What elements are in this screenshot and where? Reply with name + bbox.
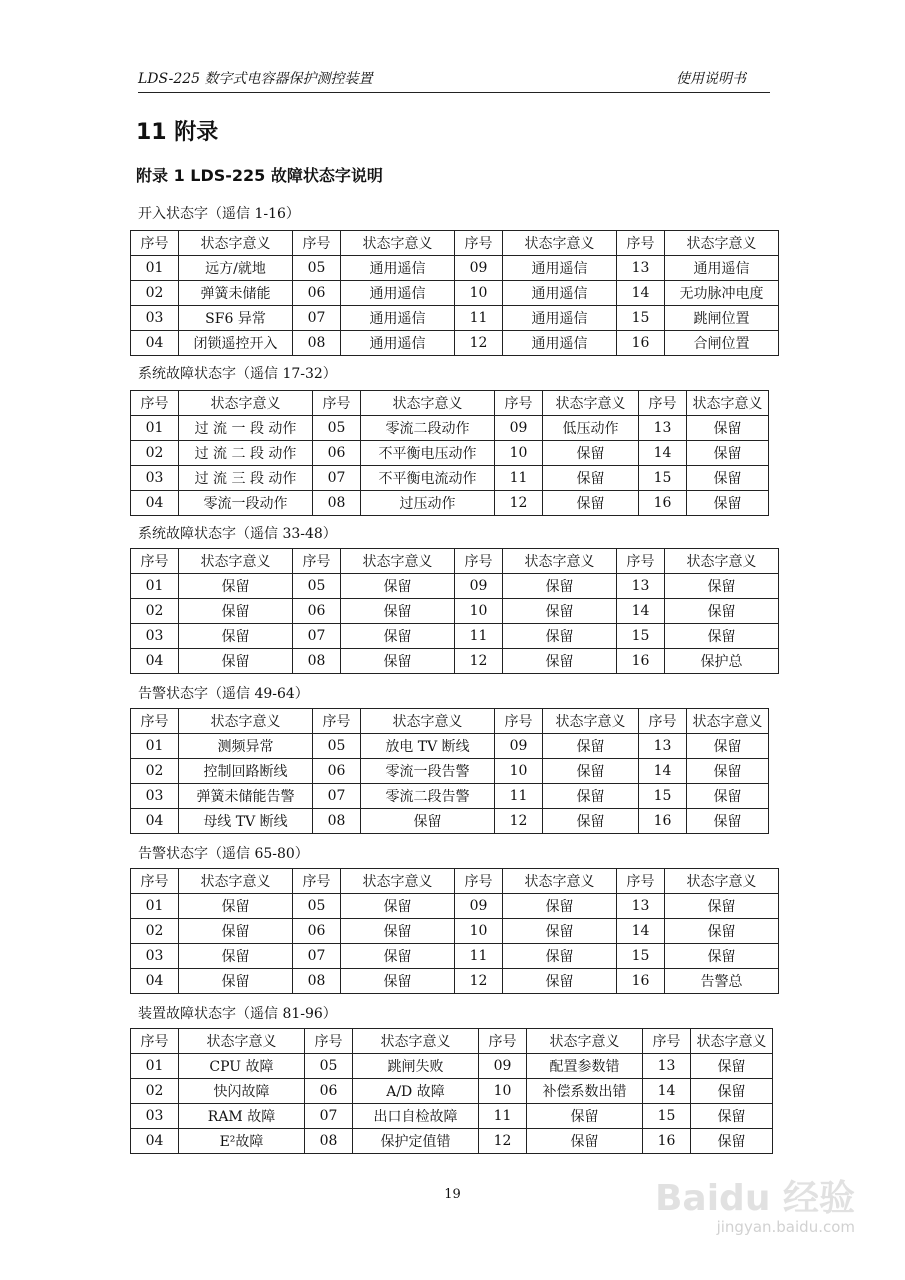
cell-no: 10	[455, 281, 503, 306]
cell-meaning: 保留	[179, 969, 293, 994]
cell-meaning: 保护总	[665, 649, 779, 674]
section-title: 11 附录	[136, 120, 219, 145]
cell-no: 12	[455, 649, 503, 674]
cell-meaning: 保留	[543, 759, 639, 784]
header-doc-title: LDS-225 数字式电容器保护测控装置	[138, 71, 373, 87]
cell-no: 04	[131, 649, 179, 674]
cell-no: 02	[131, 759, 179, 784]
table-caption: 装置故障状态字（遥信 81-96）	[138, 1006, 337, 1022]
header-cell-no: 序号	[617, 549, 665, 574]
table-header-row	[131, 391, 769, 416]
cell-no: 11	[455, 624, 503, 649]
cell-no: 11	[455, 306, 503, 331]
table-caption: 系统故障状态字（遥信 17-32）	[138, 366, 337, 382]
cell-no: 14	[617, 281, 665, 306]
cell-meaning: SF6 异常	[179, 306, 293, 331]
cell-meaning: 保留	[687, 809, 769, 834]
status-word-table	[130, 1028, 773, 1154]
cell-meaning: 弹簧未储能	[179, 281, 293, 306]
header-cell-meaning: 状态字意义	[341, 231, 455, 256]
header-cell-meaning: 状态字意义	[179, 391, 313, 416]
cell-meaning: 保留	[687, 784, 769, 809]
table-caption: 系统故障状态字（遥信 33-48）	[138, 526, 337, 542]
cell-meaning: 保留	[179, 599, 293, 624]
cell-meaning: 保留	[543, 809, 639, 834]
cell-meaning: 保留	[687, 491, 769, 516]
header-cell-no: 序号	[131, 391, 179, 416]
cell-no: 06	[293, 919, 341, 944]
cell-no: 05	[313, 734, 361, 759]
table-row	[131, 466, 769, 491]
cell-meaning: 保留	[527, 1104, 643, 1129]
table-row	[131, 969, 779, 994]
table-caption: 告警状态字（遥信 65-80）	[138, 846, 309, 862]
header-cell-meaning: 状态字意义	[503, 549, 617, 574]
header-cell-no: 序号	[617, 231, 665, 256]
header-cell-meaning: 状态字意义	[527, 1029, 643, 1054]
cell-no: 10	[455, 919, 503, 944]
table-header-row	[131, 869, 779, 894]
table-row	[131, 1079, 773, 1104]
cell-no: 04	[131, 809, 179, 834]
table-row	[131, 491, 769, 516]
cell-meaning: 保留	[665, 574, 779, 599]
cell-meaning: 保留	[503, 919, 617, 944]
table-row	[131, 809, 769, 834]
table-row	[131, 1054, 773, 1079]
cell-no: 02	[131, 919, 179, 944]
cell-no: 12	[455, 331, 503, 356]
cell-no: 08	[293, 331, 341, 356]
cell-no: 04	[131, 491, 179, 516]
watermark-logo-text: Baidu 经验	[654, 1178, 855, 1219]
header-cell-no: 序号	[313, 709, 361, 734]
cell-meaning: 保留	[543, 734, 639, 759]
header-cell-no: 序号	[293, 869, 341, 894]
cell-meaning: 通用遥信	[341, 256, 455, 281]
header-cell-meaning: 状态字意义	[687, 709, 769, 734]
cell-meaning: 弹簧未储能告警	[179, 784, 313, 809]
cell-meaning: 保护定值错	[353, 1129, 479, 1154]
cell-no: 01	[131, 574, 179, 599]
cell-no: 14	[617, 599, 665, 624]
cell-meaning: 出口自检故障	[353, 1104, 479, 1129]
cell-no: 13	[617, 894, 665, 919]
cell-no: 13	[639, 734, 687, 759]
header-cell-no: 序号	[479, 1029, 527, 1054]
cell-meaning: 保留	[503, 944, 617, 969]
cell-no: 11	[479, 1104, 527, 1129]
status-word-table	[130, 230, 779, 356]
cell-no: 12	[455, 969, 503, 994]
cell-no: 12	[495, 491, 543, 516]
table-row	[131, 759, 769, 784]
cell-meaning: 零流二段动作	[361, 416, 495, 441]
header-cell-no: 序号	[305, 1029, 353, 1054]
header-cell-meaning: 状态字意义	[179, 549, 293, 574]
header-cell-meaning: 状态字意义	[341, 869, 455, 894]
page-number: 19	[444, 1187, 461, 1202]
cell-meaning: 零流一段告警	[361, 759, 495, 784]
page-header	[138, 68, 770, 93]
cell-meaning: 测频异常	[179, 734, 313, 759]
table-header-row	[131, 1029, 773, 1054]
cell-meaning: 过 流 三 段 动作	[179, 466, 313, 491]
header-cell-meaning: 状态字意义	[665, 549, 779, 574]
cell-no: 12	[479, 1129, 527, 1154]
cell-no: 07	[293, 944, 341, 969]
cell-meaning: 保留	[691, 1079, 773, 1104]
table-row	[131, 624, 779, 649]
table-row	[131, 256, 779, 281]
cell-no: 07	[293, 624, 341, 649]
cell-no: 06	[293, 281, 341, 306]
cell-no: 16	[617, 969, 665, 994]
cell-meaning: 零流一段动作	[179, 491, 313, 516]
cell-meaning: 通用遥信	[503, 331, 617, 356]
header-cell-no: 序号	[455, 869, 503, 894]
cell-meaning: 保留	[503, 969, 617, 994]
cell-no: 05	[293, 574, 341, 599]
cell-no: 15	[643, 1104, 691, 1129]
cell-no: 05	[293, 894, 341, 919]
cell-no: 16	[643, 1129, 691, 1154]
cell-meaning: 保留	[691, 1104, 773, 1129]
cell-no: 16	[617, 649, 665, 674]
cell-meaning: 保留	[665, 919, 779, 944]
header-cell-meaning: 状态字意义	[361, 391, 495, 416]
cell-no: 13	[639, 416, 687, 441]
cell-no: 01	[131, 734, 179, 759]
cell-meaning: 保留	[687, 759, 769, 784]
cell-meaning: 配置参数错	[527, 1054, 643, 1079]
cell-meaning: 过 流 二 段 动作	[179, 441, 313, 466]
cell-no: 01	[131, 256, 179, 281]
table-row	[131, 599, 779, 624]
header-cell-meaning: 状态字意义	[341, 549, 455, 574]
cell-meaning: 合闸位置	[665, 331, 779, 356]
cell-meaning: E²故障	[179, 1129, 305, 1154]
cell-no: 05	[293, 256, 341, 281]
header-cell-meaning: 状态字意义	[503, 231, 617, 256]
cell-no: 13	[643, 1054, 691, 1079]
header-cell-no: 序号	[617, 869, 665, 894]
cell-meaning: 保留	[341, 969, 455, 994]
table-row	[131, 331, 779, 356]
cell-no: 16	[639, 491, 687, 516]
header-cell-no: 序号	[131, 709, 179, 734]
cell-no: 11	[495, 784, 543, 809]
cell-no: 07	[305, 1104, 353, 1129]
cell-meaning: 保留	[341, 944, 455, 969]
cell-meaning: 保留	[687, 466, 769, 491]
cell-no: 15	[639, 784, 687, 809]
table-row	[131, 1129, 773, 1154]
table-row	[131, 919, 779, 944]
cell-meaning: 保留	[503, 649, 617, 674]
cell-meaning: 保留	[687, 734, 769, 759]
cell-no: 02	[131, 441, 179, 466]
cell-no: 08	[313, 809, 361, 834]
cell-meaning: 控制回路断线	[179, 759, 313, 784]
cell-meaning: 保留	[691, 1129, 773, 1154]
cell-no: 11	[495, 466, 543, 491]
cell-meaning: 保留	[179, 574, 293, 599]
cell-meaning: CPU 故障	[179, 1054, 305, 1079]
cell-no: 15	[617, 944, 665, 969]
cell-no: 01	[131, 416, 179, 441]
cell-meaning: 保留	[665, 599, 779, 624]
cell-no: 14	[617, 919, 665, 944]
cell-meaning: 通用遥信	[341, 306, 455, 331]
cell-no: 09	[495, 416, 543, 441]
cell-meaning: 过 流 一 段 动作	[179, 416, 313, 441]
table-row	[131, 784, 769, 809]
header-cell-meaning: 状态字意义	[179, 1029, 305, 1054]
cell-no: 03	[131, 306, 179, 331]
appendix-title: 附录 1 LDS-225 故障状态字说明	[136, 166, 383, 185]
cell-meaning: 保留	[341, 599, 455, 624]
cell-no: 02	[131, 281, 179, 306]
cell-no: 05	[313, 416, 361, 441]
cell-no: 08	[293, 649, 341, 674]
cell-meaning: 通用遥信	[503, 281, 617, 306]
cell-no: 04	[131, 969, 179, 994]
status-word-table	[130, 390, 769, 516]
cell-meaning: 零流二段告警	[361, 784, 495, 809]
cell-meaning: 保留	[527, 1129, 643, 1154]
header-cell-no: 序号	[495, 709, 543, 734]
cell-meaning: 通用遥信	[503, 256, 617, 281]
cell-no: 11	[455, 944, 503, 969]
cell-meaning: 保留	[543, 491, 639, 516]
cell-meaning: 保留	[543, 441, 639, 466]
header-cell-meaning: 状态字意义	[687, 391, 769, 416]
cell-meaning: 保留	[179, 649, 293, 674]
cell-no: 08	[293, 969, 341, 994]
header-cell-no: 序号	[643, 1029, 691, 1054]
cell-meaning: 保留	[503, 574, 617, 599]
cell-meaning: 保留	[179, 944, 293, 969]
cell-meaning: 通用遥信	[341, 281, 455, 306]
cell-no: 02	[131, 599, 179, 624]
header-cell-no: 序号	[131, 869, 179, 894]
header-cell-meaning: 状态字意义	[665, 869, 779, 894]
table-header-row	[131, 709, 769, 734]
header-cell-no: 序号	[131, 231, 179, 256]
cell-meaning: 告警总	[665, 969, 779, 994]
cell-no: 06	[313, 759, 361, 784]
cell-no: 01	[131, 894, 179, 919]
status-word-table	[130, 548, 779, 674]
cell-meaning: 保留	[179, 919, 293, 944]
header-cell-no: 序号	[293, 231, 341, 256]
cell-meaning: 保留	[361, 809, 495, 834]
header-cell-no: 序号	[293, 549, 341, 574]
cell-no: 07	[313, 466, 361, 491]
cell-meaning: 闭锁遥控开入	[179, 331, 293, 356]
cell-no: 16	[617, 331, 665, 356]
table-row	[131, 574, 779, 599]
cell-no: 06	[293, 599, 341, 624]
cell-no: 10	[479, 1079, 527, 1104]
cell-no: 03	[131, 624, 179, 649]
cell-meaning: 过压动作	[361, 491, 495, 516]
cell-no: 13	[617, 256, 665, 281]
cell-meaning: 低压动作	[543, 416, 639, 441]
cell-meaning: 保留	[543, 784, 639, 809]
cell-meaning: 保留	[665, 624, 779, 649]
header-cell-meaning: 状态字意义	[179, 709, 313, 734]
cell-no: 07	[293, 306, 341, 331]
cell-meaning: 不平衡电压动作	[361, 441, 495, 466]
cell-meaning: 保留	[341, 649, 455, 674]
table-header-row	[131, 549, 779, 574]
cell-meaning: 保留	[665, 944, 779, 969]
table-row	[131, 441, 769, 466]
header-cell-no: 序号	[495, 391, 543, 416]
cell-meaning: 跳闸位置	[665, 306, 779, 331]
cell-no: 10	[495, 441, 543, 466]
cell-no: 04	[131, 331, 179, 356]
cell-meaning: 母线 TV 断线	[179, 809, 313, 834]
cell-no: 14	[643, 1079, 691, 1104]
cell-meaning: 放电 TV 断线	[361, 734, 495, 759]
cell-no: 09	[479, 1054, 527, 1079]
table-row	[131, 416, 769, 441]
cell-no: 03	[131, 784, 179, 809]
cell-no: 15	[639, 466, 687, 491]
cell-meaning: 保留	[503, 894, 617, 919]
cell-no: 13	[617, 574, 665, 599]
baidu-watermark	[635, 1170, 855, 1250]
table-row	[131, 944, 779, 969]
cell-no: 03	[131, 944, 179, 969]
header-cell-no: 序号	[455, 231, 503, 256]
header-cell-meaning: 状态字意义	[353, 1029, 479, 1054]
header-cell-no: 序号	[131, 1029, 179, 1054]
header-cell-meaning: 状态字意义	[361, 709, 495, 734]
cell-meaning: 跳闸失败	[353, 1054, 479, 1079]
cell-no: 15	[617, 306, 665, 331]
cell-no: 14	[639, 759, 687, 784]
cell-meaning: 保留	[503, 599, 617, 624]
header-cell-meaning: 状态字意义	[665, 231, 779, 256]
cell-no: 15	[617, 624, 665, 649]
cell-no: 10	[455, 599, 503, 624]
cell-meaning: 远方/就地	[179, 256, 293, 281]
cell-meaning: 保留	[179, 894, 293, 919]
table-caption: 开入状态字（遥信 1-16）	[138, 206, 300, 222]
cell-no: 01	[131, 1054, 179, 1079]
cell-no: 09	[455, 574, 503, 599]
cell-meaning: 保留	[665, 894, 779, 919]
cell-meaning: 快闪故障	[179, 1079, 305, 1104]
header-cell-meaning: 状态字意义	[179, 869, 293, 894]
cell-no: 06	[305, 1079, 353, 1104]
header-cell-meaning: 状态字意义	[503, 869, 617, 894]
watermark-url: jingyan.baidu.com	[716, 1218, 855, 1236]
header-cell-meaning: 状态字意义	[543, 391, 639, 416]
table-caption: 告警状态字（遥信 49-64）	[138, 686, 309, 702]
cell-meaning: 保留	[341, 574, 455, 599]
cell-no: 02	[131, 1079, 179, 1104]
cell-no: 09	[495, 734, 543, 759]
cell-meaning: 保留	[341, 624, 455, 649]
cell-no: 07	[313, 784, 361, 809]
cell-no: 03	[131, 466, 179, 491]
cell-no: 04	[131, 1129, 179, 1154]
table-header-row	[131, 231, 779, 256]
header-cell-meaning: 状态字意义	[543, 709, 639, 734]
cell-meaning: 保留	[179, 624, 293, 649]
cell-meaning: 通用遥信	[665, 256, 779, 281]
cell-no: 08	[313, 491, 361, 516]
cell-no: 10	[495, 759, 543, 784]
cell-meaning: 无功脉冲电度	[665, 281, 779, 306]
cell-no: 14	[639, 441, 687, 466]
cell-no: 16	[639, 809, 687, 834]
cell-no: 05	[305, 1054, 353, 1079]
status-word-table	[130, 708, 769, 834]
cell-no: 12	[495, 809, 543, 834]
status-word-table	[130, 868, 779, 994]
table-row	[131, 734, 769, 759]
cell-meaning: RAM 故障	[179, 1104, 305, 1129]
table-row	[131, 649, 779, 674]
header-cell-meaning: 状态字意义	[691, 1029, 773, 1054]
cell-meaning: 保留	[543, 466, 639, 491]
cell-meaning: 通用遥信	[503, 306, 617, 331]
header-cell-no: 序号	[639, 709, 687, 734]
cell-no: 06	[313, 441, 361, 466]
table-row	[131, 281, 779, 306]
cell-no: 09	[455, 256, 503, 281]
table-row	[131, 894, 779, 919]
cell-no: 03	[131, 1104, 179, 1129]
header-cell-no: 序号	[639, 391, 687, 416]
cell-meaning: 补偿系数出错	[527, 1079, 643, 1104]
header-cell-no: 序号	[131, 549, 179, 574]
cell-meaning: 保留	[503, 624, 617, 649]
cell-meaning: 保留	[341, 919, 455, 944]
cell-meaning: 不平衡电流动作	[361, 466, 495, 491]
cell-no: 09	[455, 894, 503, 919]
header-cell-no: 序号	[313, 391, 361, 416]
table-row	[131, 1104, 773, 1129]
cell-meaning: 保留	[687, 441, 769, 466]
header-manual-label: 使用说明书	[676, 71, 746, 87]
cell-meaning: 保留	[691, 1054, 773, 1079]
table-row	[131, 306, 779, 331]
header-cell-no: 序号	[455, 549, 503, 574]
cell-meaning: 保留	[687, 416, 769, 441]
cell-meaning: 通用遥信	[341, 331, 455, 356]
cell-meaning: 保留	[341, 894, 455, 919]
header-cell-meaning: 状态字意义	[179, 231, 293, 256]
cell-no: 08	[305, 1129, 353, 1154]
cell-meaning: A/D 故障	[353, 1079, 479, 1104]
